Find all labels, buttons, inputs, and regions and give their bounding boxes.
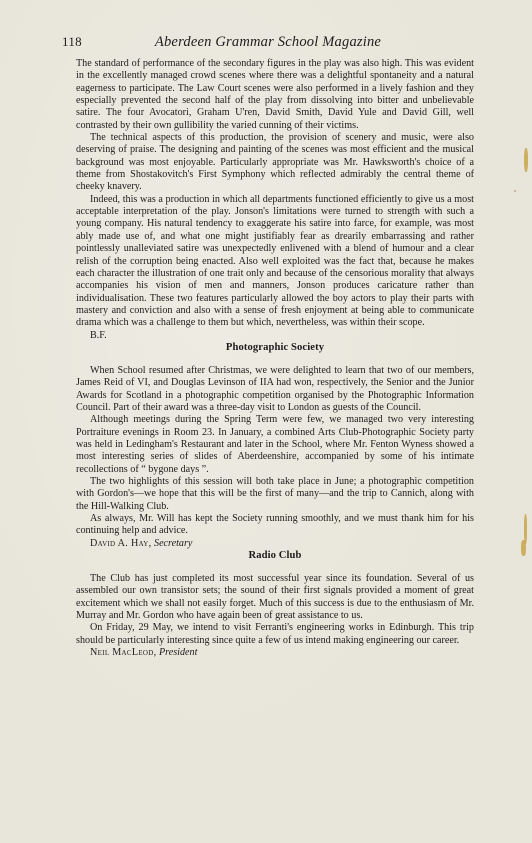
photo-society-paragraph-1: When School resumed after Christmas, we were delighted to learn that two of our members, James Reid of VI, and Douglas Levinson of IIA had won, respectively, the Senior and the Junior Awards for Scotland in a photographic competition organised by the Photographic Information Council. Part of their award was a three-day visit to London as guests of the Council. xyxy=(76,364,474,413)
play-review-section xyxy=(76,58,474,342)
photo-society-signature xyxy=(76,538,474,550)
paper-stain-mark xyxy=(521,540,526,556)
paper-speck-mark xyxy=(514,190,516,192)
paper-stain-mark xyxy=(524,148,528,172)
photo-society-paragraph-4: As always, Mr. Will has kept the Society running smoothly, and we must thank him for his continuing help and advice. xyxy=(76,513,474,537)
play-review-paragraph-1: The standard of performance of the secondary figures in the play was also high. This was evident in the excellently managed crowd scenes where there was a delightful spontaneity and a natural eagerness to participate. The Law Court scenes were also performed in a lively fashion and they especially prevented the second half of the play from dissolving into bitter and unbelievable satire. The four Avocatori, Graham U'ren, David Smith, David Yule and David Gill, well contrasted by their own gullibility the varied cunning of their victims. xyxy=(76,58,474,131)
signature-name: David A. Hay, xyxy=(90,537,152,549)
magazine-title: Aberdeen Grammar School Magazine xyxy=(154,34,382,50)
radio-club-paragraph-1: The Club has just completed its most successful year since its foundation. Several of us assembled our own transistor sets; the sound of their first signals provided a moment of great excitement which we shall not easily forget. Much of this success is due to the enthusiasm of Mr. Murray and Mr. Gordon who have again been of great assistance to us. xyxy=(76,573,474,622)
photographic-society-heading: Photographic Society xyxy=(225,341,325,353)
page-number: 118 xyxy=(62,34,82,49)
article-body xyxy=(76,58,474,659)
photographic-society-section xyxy=(76,342,474,550)
photo-society-paragraph-2: Although meetings during the Spring Term were few, we managed two very interesting Portraiture evenings in Room 23. In January, a combined Arts Club-Photographic Society party was held in Ledingham's Restaurant and later in the School, where Mr. Fenton Wyness showed a most interesting series of slides of Aberdeenshire, accompanied by some of his intimate recollections of “ bygone days ”. xyxy=(76,414,474,475)
signature-role: President xyxy=(159,647,198,659)
signature-role: Secretary xyxy=(154,537,193,549)
radio-club-signature xyxy=(76,647,474,659)
running-head xyxy=(62,34,474,52)
play-review-paragraph-3: Indeed, this was a production in which all departments functioned efficiently to give us a most acceptable interpretation of the play. Jonson's limitations were turned to strength with such a young company. His natural tendency to exaggerate his satire into farce, for example, was most ably made use of, and what one might justifiably fear as drearily embarrassing and rather pointlessly unalleviated satire was unexpectedly enlivened with a blend of humour and a clear relish of the corruption being enacted. Also well exploited was the fact that, because he makes each character the illustration of one trait only and because of the censorious morality that always accompanies his vision of men and manners, Jonson produces caricature rather than individualisation. These two features particularly allowed the boy actors to play their parts with mastery and conviction and also with a sense of fresh enjoyment at being able to communicate drama which was a challenge to them but which, nevertheless, was within their scope. xyxy=(76,193,474,329)
play-review-paragraph-2: The technical aspects of this production, the provision of scenery and music, were also deserving of praise. The designing and painting of the scenes was most efficient and the musical background was most enjoyable. Particularly appropriate was Mr. Hawksworth's choice of a theme from Shostakovitch's First Symphony which reflected admirably the central theme of cheeky knavery. xyxy=(76,132,474,193)
radio-club-heading: Radio Club xyxy=(248,550,302,562)
radio-club-paragraph-2: On Friday, 29 May, we intend to visit Ferranti's engineering works in Edinburgh. This trip should be particularly interesting since quite a few of us intend making engineering our career. xyxy=(76,622,474,646)
radio-club-section xyxy=(76,550,474,659)
signature-name: Neil MacLeod, xyxy=(90,647,157,659)
review-author-initials: B.F. xyxy=(90,329,107,341)
photo-society-paragraph-3: The two highlights of this session will both take place in June; a photographic competition with Gordon's—we hope that this will be the first of many—and the trip to Cannich, along with the Hill-Walking Club. xyxy=(76,476,474,512)
